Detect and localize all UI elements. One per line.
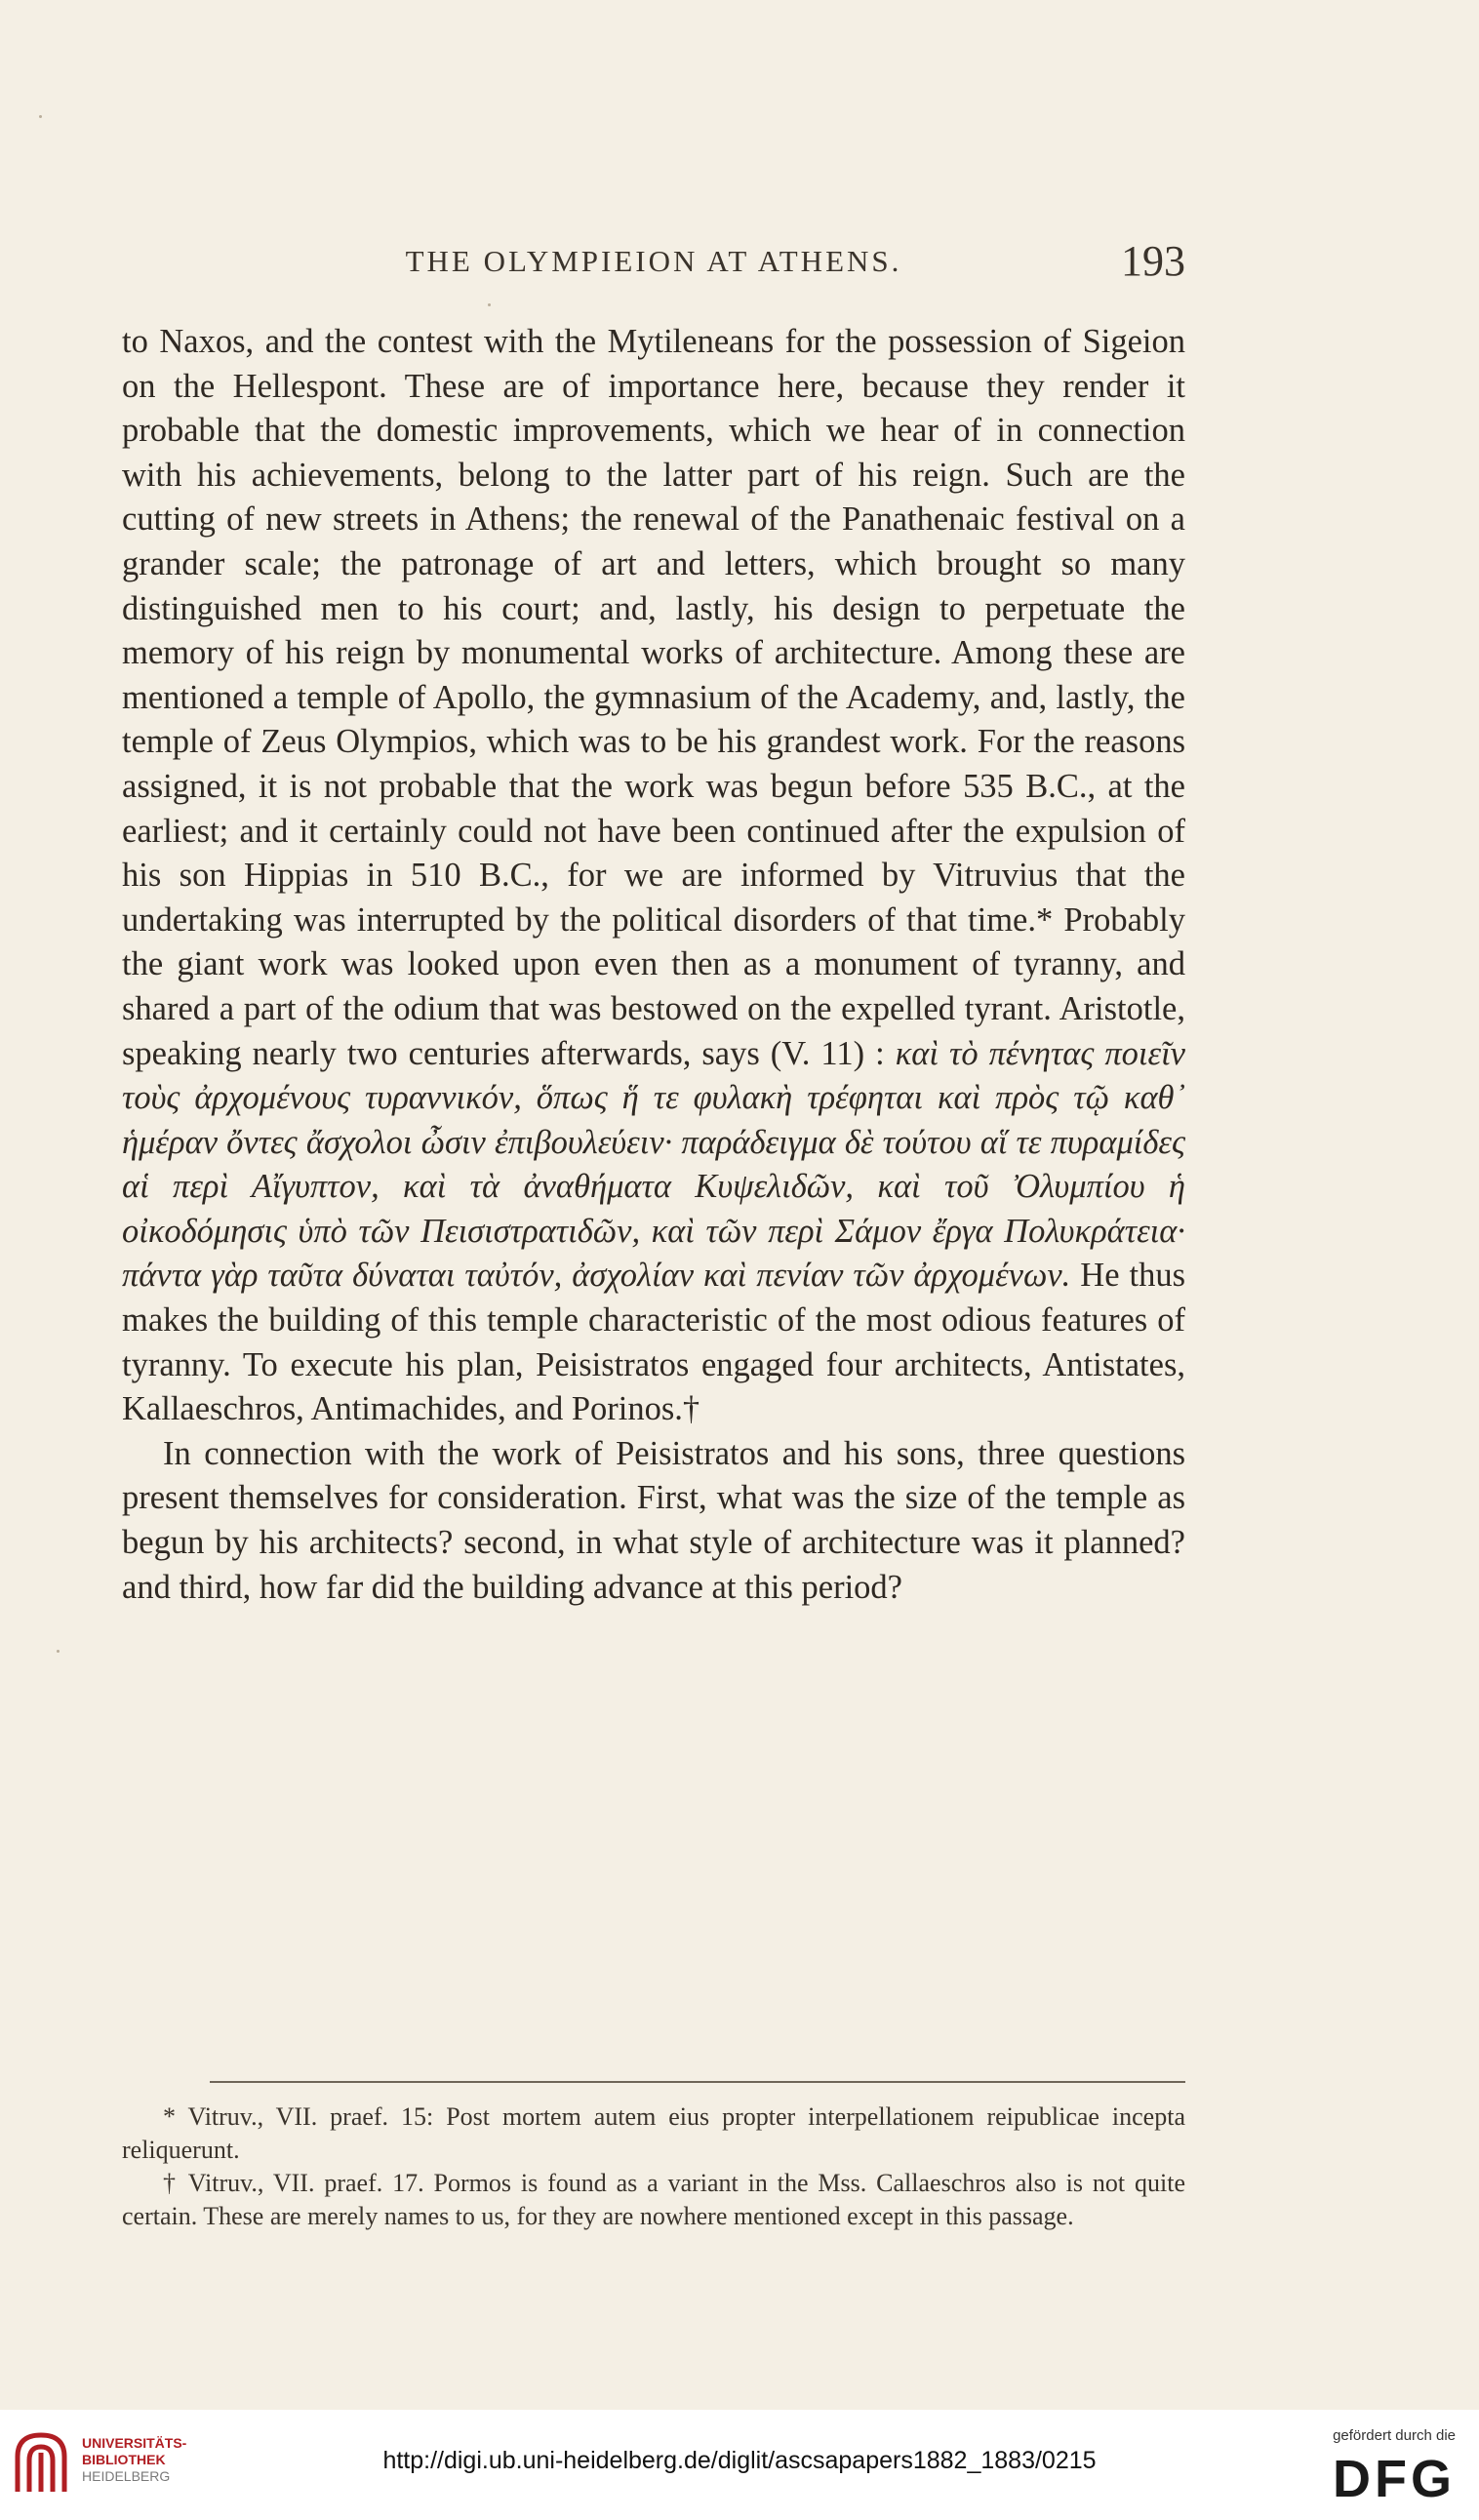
footnote-rule xyxy=(210,2081,1185,2083)
source-url-link[interactable]: http://digi.ub.uni-heidelberg.de/diglit/ascsapapers1882_1883/0215 xyxy=(382,2447,1097,2474)
library-name-line-2: BIBLIOTHEK xyxy=(82,2452,166,2467)
digitization-footer xyxy=(0,2410,1479,2520)
paper-speck xyxy=(57,1650,60,1653)
greek-quotation: καὶ τὸ πένητας ποιεῖν τοὺς ἀρχομένους τυραννικόν, ὅπως ἥ τε φυλακὴ τρέφηται καὶ πρὸς τῷ καθ᾽ ἡμέραν ὄντες ἄσχολοι ὦσιν ἐπιβουλεύειν· παράδειγμα δὲ τούτου αἵ τε πυραμίδες αἱ περὶ Αἴγυπτον, καὶ τὰ ἀναθήματα Κυψελιδῶν, καὶ τοῦ Ὀλυμπίου ἡ οἰκοδόμησις ὑπὸ τῶν Πεισιστρατιδῶν, καὶ τῶν περὶ Σάμον ἔργα Πολυκράτεια· πάντα γὰρ ταῦτα δύναται ταὐτόν, ἀσχολίαν καὶ πενίαν τῶν ἀρχομένων. xyxy=(122,1034,1185,1295)
paragraph-1-text: to Naxos, and the contest with the Mytileneans for the possession of Sigeion on the Hellespont. These are of importance here, because they render it probable that the domestic improvements, which we hear of in connection with his achievements, belong to the latter part of his reign. Such are the cutting of new streets in Athens; the renewal of the Panathenaic festival on a grander scale; the patronage of art and letters, which brought so many distinguished men to his court; and, lastly, his design to perpetuate the memory of his reign by monumental works of architecture. Among these are mentioned a temple of Apollo, the gymnasium of the Academy, and, lastly, the temple of Zeus Olympios, which was to be his grandest work. For the reasons assigned, it is not probable that the work was begun before 535 B.C., at the earliest; and it certainly could not have been continued after the expulsion of his son Hippias in 510 B.C., for we are informed by Vitruvius that the undertaking was interrupted by the political disorders of that time.* Probably the giant work was looked upon even then as a monument of tyranny, and shared a part of the odium that was bestowed on the expelled tyrant. Aristotle, speaking nearly two centuries afterwards, says (V. 11) : xyxy=(122,323,1185,1072)
paragraph-1 xyxy=(122,320,1185,1432)
paragraph-1-conclusion: He thus makes the building of this temple characteristic of the most odious features of tyranny. To execute his plan, Peisistratos engaged four architects, Antistates, Kallaeschros, Antimachides, and Porinos.† xyxy=(122,1257,1185,1428)
funding-caption: gefördert durch die xyxy=(1333,2427,1456,2444)
footnote-2: † Vitruv., VII. praef. 17. Pormos is found as a variant in the Mss. Callaeschros also is not quite certain. These are merely names to us, for they are nowhere mentioned except in this passage. xyxy=(122,2169,1185,2230)
paper-speck xyxy=(39,115,42,118)
running-head xyxy=(122,236,1185,295)
paragraph-2: In connection with the work of Peisistratos and his sons, three questions present themselves for consideration. First, what was the size of the temple as begun by his architects? second, in what style of architecture was it planned? and third, how far did the building advance at this period? xyxy=(122,1434,1185,1606)
page-number: 193 xyxy=(1121,237,1185,285)
dfg-logo: DFG xyxy=(1333,2450,1456,2508)
library-name-line-3: HEIDELBERG xyxy=(82,2468,171,2484)
library-name-line-1: UNIVERSITÄTS- xyxy=(82,2435,187,2451)
footnotes xyxy=(122,2100,1185,2233)
footnote-1: * Vitruv., VII. praef. 15: Post mortem autem eius propter interpellationem reipublicae incepta reliquerunt. xyxy=(122,2102,1185,2164)
paper-speck xyxy=(488,303,491,306)
running-title: THE OLYMPIEION AT ATHENS. xyxy=(405,244,902,278)
body-text xyxy=(122,320,1185,1610)
